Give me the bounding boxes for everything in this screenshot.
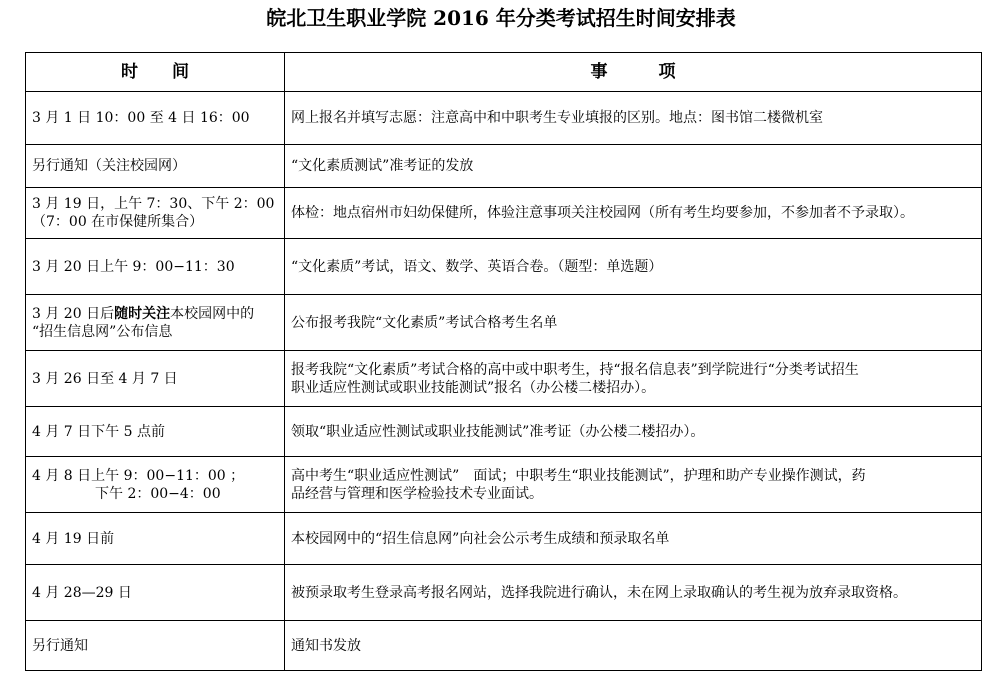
table-row: [26, 92, 982, 145]
item-cell: “文化素质测试”准考证的发放: [285, 145, 982, 188]
time-cell: 3 月 1 日 10：00 至 4 日 16：00: [26, 92, 285, 145]
time-line: 4 月 8 日上午 9：00−11：00 ；: [32, 467, 245, 484]
item-cell: 被预录取考生登录高考报名网站，选择我院进行确认，未在网上录取确认的考生视为放弃录取资格。: [285, 565, 982, 621]
item-cell: [285, 351, 982, 407]
table-row: [26, 457, 982, 513]
time-line: 3 月 19 日，上午 7：30、下午 2：00: [32, 196, 275, 212]
table-row: [26, 513, 982, 565]
page-title: 皖北卫生职业学院 2016 年分类考试招生时间安排表: [266, 6, 736, 30]
item-cell: “文化素质”考试，语文、数学、英语合卷。（题型：单选题）: [285, 239, 982, 295]
time-cell: [26, 295, 285, 351]
schedule-table: [25, 52, 982, 671]
time-text: 本校园网中的: [170, 305, 255, 322]
time-cell: 4 月 7 日下午 5 点前: [26, 407, 285, 457]
header-item: 事 项: [285, 53, 982, 92]
item-cell: 网上报名并填写志愿：注意高中和中职考生专业填报的区别。地点：图书馆二楼微机室: [285, 92, 982, 145]
time-cell: 另行通知: [26, 621, 285, 671]
time-cell: 4 月 28—29 日: [26, 565, 285, 621]
time-line: [32, 305, 278, 323]
item-cell: [285, 457, 982, 513]
time-cell: 3 月 26 日至 4 月 7 日: [26, 351, 285, 407]
table-row: [26, 351, 982, 407]
header-time: 时 间: [26, 53, 285, 92]
item-line: 职业适应性测试或职业技能测试”报名（办公楼二楼招办）。: [291, 379, 656, 396]
time-cell: [26, 188, 285, 239]
time-cell: 4 月 19 日前: [26, 513, 285, 565]
table-row: [26, 621, 982, 671]
time-text: 3 月 20 日后: [32, 305, 115, 322]
item-cell: 公布报考我院“文化素质”考试合格考生名单: [285, 295, 982, 351]
time-emphasis: 随时关注: [114, 305, 171, 322]
time-cell: [26, 457, 285, 513]
item-cell: 体检：地点宿州市妇幼保健所，体验注意事项关注校园网（所有考生均要参加，不参加者不予录取）。: [285, 188, 982, 239]
item-line: 报考我院“文化素质”考试合格的高中或中职考生，持“报名信息表”到学院进行“分类考试招生: [291, 361, 859, 378]
time-cell: 另行通知（关注校园网）: [26, 145, 285, 188]
time-line: 下午 2：00−4：00: [95, 485, 221, 502]
item-cell: 通知书发放: [285, 621, 982, 671]
time-line: （7：00 在市保健所集合）: [32, 214, 204, 230]
table-row: [26, 188, 982, 239]
time-line: “招生信息网”公布信息: [32, 323, 173, 340]
time-cell: 3 月 20 日上午 9：00−11：30: [26, 239, 285, 295]
item-line: 高中考生“职业适应性测试” 面试；中职考生“职业技能测试”，护理和助产专业操作测试，药: [291, 467, 866, 484]
table-header-row: [26, 53, 982, 92]
table-row: [26, 239, 982, 295]
table-row: [26, 145, 982, 188]
item-cell: 本校园网中的“招生信息网”向社会公示考生成绩和预录取名单: [285, 513, 982, 565]
item-cell: 领取“职业适应性测试或职业技能测试”准考证（办公楼二楼招办）。: [285, 407, 982, 457]
table-row: [26, 565, 982, 621]
table-row: [26, 407, 982, 457]
table-row: [26, 295, 982, 351]
item-line: 品经营与管理和医学检验技术专业面试。: [291, 485, 543, 502]
